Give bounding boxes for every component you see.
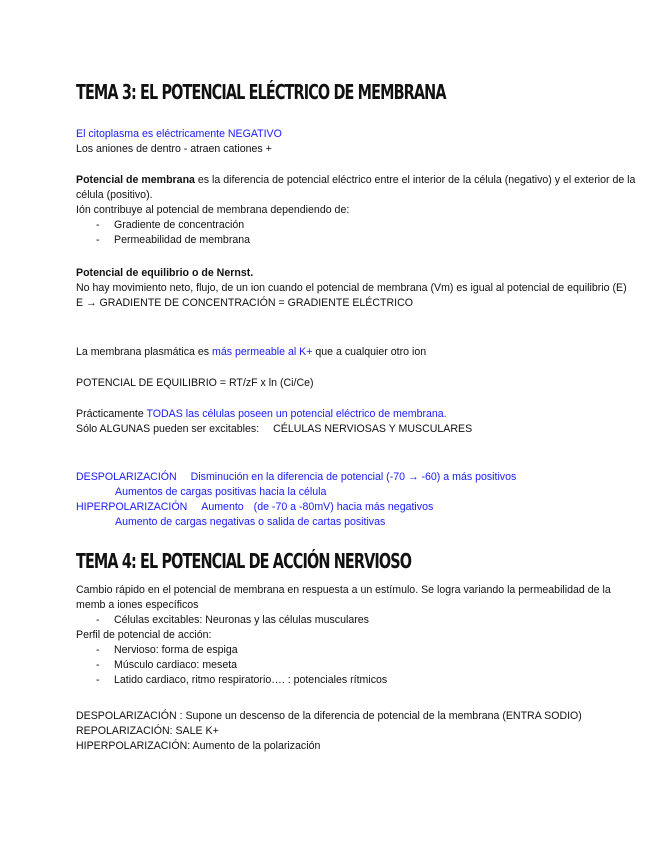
ion-contribuye-line: Ión contribuye al potencial de membrana dependiendo de:	[76, 204, 350, 216]
despolarizacion-label: DESPOLARIZACIÓN	[76, 471, 177, 483]
excitables-text: Sólo ALGUNAS pueden ser excitables:	[76, 423, 260, 435]
excitables-list	[76, 613, 643, 628]
contrib-list	[76, 218, 643, 248]
permeable-pre: La membrana plasmática es	[76, 346, 210, 358]
potencial-membrana-block	[76, 173, 643, 248]
despolarizacion-sub: Aumentos de cargas positivas hacia la célula	[115, 486, 327, 498]
despolarizacion-text: Disminución en la diferencia de potencial (-70 → -60) a más positivos	[190, 471, 517, 483]
potencial-membrana-definition: es la diferencia de potencial eléctrico entre el interior de la célula (negativo) y el exterior de la célula (positivo).	[76, 174, 636, 201]
hiperpolarizacion-text-2: (de -70 a -80mV) hacia más negativos	[253, 501, 434, 513]
equilibrio-definition: No hay movimiento neto, flujo, de un ion cuando el potencial de membrana (Vm) es igual al potencial de equilibrio (E)	[76, 282, 627, 294]
list-item: - Permeabilidad de membrana	[76, 233, 643, 248]
tema4-heading: TEMA 4: EL POTENCIAL DE ACCIÓN NERVIOSO	[76, 549, 412, 573]
list-item: - Gradiente de concentración	[76, 218, 643, 233]
potencial-membrana-term: Potencial de membrana	[76, 174, 195, 186]
equilibrio-term: Potencial de equilibrio o de Nernst.	[76, 267, 254, 279]
aniones-line: Los aniones de dentro - atraen cationes +	[76, 143, 272, 155]
tema4-body	[76, 583, 643, 688]
permeable-highlight: más permeable al K+	[212, 346, 313, 358]
hiperpolarizacion-label: HIPERPOLARIZACIÓN	[76, 501, 188, 513]
potencial-membrana-paragraph	[76, 173, 643, 203]
hiperpolarizacion-sub: Aumento de cargas negativas o salida de cartas positivas	[115, 516, 386, 528]
permeable-post: que a cualquier otro ion	[315, 346, 427, 358]
tema3-intro	[76, 127, 643, 157]
tema4-intro: Cambio rápido en el potencial de membrana en respuesta a un estímulo. Se logra variando la permeabilidad de la memb a iones específicos	[76, 584, 611, 611]
permeable-line	[76, 345, 643, 360]
list-item: - Células excitables: Neuronas y las células musculares	[76, 613, 643, 628]
ecuacion-line	[76, 376, 643, 391]
celulas-pre: Prácticamente	[76, 408, 144, 420]
equilibrio-term-line	[76, 266, 643, 281]
citoplasma-line: El citoplasma es eléctricamente NEGATIVO	[76, 128, 282, 140]
list-item: - Nervioso: forma de espiga	[76, 643, 643, 658]
fases-block	[76, 709, 643, 754]
tema3-heading: TEMA 3: EL POTENCIAL ELÉCTRICO DE MEMBRANA	[76, 80, 446, 104]
celulas-highlight: TODAS las células poseen un potencial eléctrico de membrana.	[146, 408, 447, 420]
hiperpolarizacion-text: Aumento	[201, 501, 244, 513]
ecuacion-text: POTENCIAL DE EQUILIBRIO = RT/zF x ln (Ci/Ce)	[76, 377, 314, 389]
list-item: - Músculo cardiaco: meseta	[76, 658, 643, 673]
list-item: - Latido cardiaco, ritmo respiratorio…. : potenciales rítmicos	[76, 673, 643, 688]
equilibrio-block	[76, 266, 643, 311]
equilibrio-formula: E → GRADIENTE DE CONCENTRACIÓN = GRADIENTE ELÉCTRICO	[76, 297, 413, 309]
fase-repolarizacion: REPOLARIZACIÓN: SALE K+	[76, 725, 219, 737]
excitables-tail: CÉLULAS NERVIOSAS Y MUSCULARES	[273, 423, 473, 435]
fase-hiperpolarizacion: HIPERPOLARIZACIÓN: Aumento de la polarización	[76, 740, 321, 752]
perfil-list	[76, 643, 643, 688]
cambios-block	[76, 470, 643, 530]
perfil-line: Perfil de potencial de acción:	[76, 629, 212, 641]
celulas-block	[76, 407, 643, 437]
fase-despolarizacion: DESPOLARIZACIÓN : Supone un descenso de la diferencia de potencial de la membrana (ENTRA SODIO)	[76, 710, 582, 722]
